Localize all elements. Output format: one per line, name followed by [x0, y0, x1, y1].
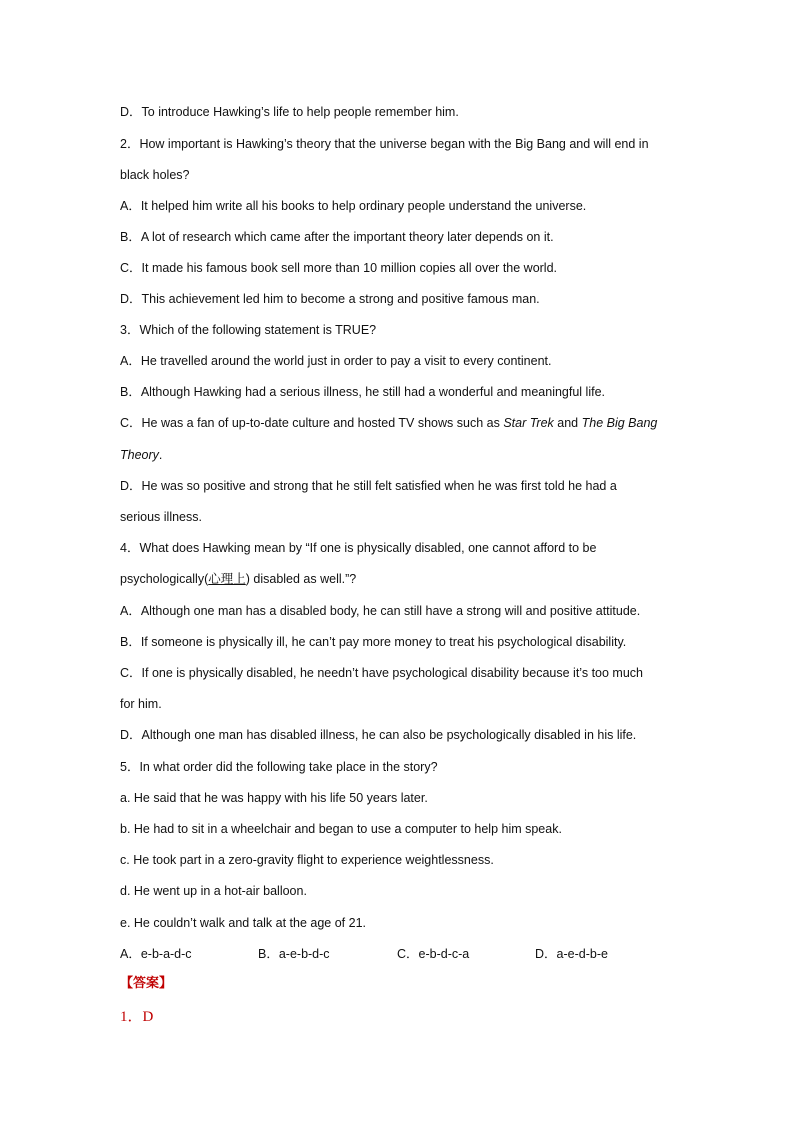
title-star-trek: Star Trek: [503, 416, 554, 430]
q5-item-e: e. He couldn’t walk and talk at the age of 21.: [120, 916, 366, 930]
q4-stem-line-2: [120, 571, 356, 587]
q5-stem: 5．In what order did the following take place in the story?: [120, 760, 438, 774]
q2-option-a: A．It helped him write all his books to help ordinary people understand the universe.: [120, 199, 587, 213]
title-big-bang-part-1: The Big Bang: [581, 416, 658, 430]
q5-options-row: [120, 946, 680, 962]
q5-item-d: d. He went up in a hot-air balloon.: [120, 884, 307, 898]
q5-option-a: A．e-b-a-d-c: [120, 947, 192, 961]
q3-option-b: B．Although Hawking had a serious illness, he still had a wonderful and meaningful life.: [120, 385, 606, 399]
q5-item-b: b. He had to sit in a wheelchair and began to use a computer to help him speak.: [120, 822, 562, 836]
q5-item-c: c. He took part in a zero-gravity flight to experience weightlessness.: [120, 853, 494, 867]
q4-stem-pre: psychologically(: [120, 572, 209, 586]
q3-option-a: A．He travelled around the world just in order to pay a visit to every continent.: [120, 354, 552, 368]
q2-stem-line-2: black holes?: [120, 168, 190, 182]
q5-option-c: C．e-b-d-c-a: [397, 947, 470, 961]
q4-stem-post: ) disabled as well.”?: [245, 572, 357, 586]
answer-heading: 【答案】: [120, 976, 173, 991]
q3-option-c-period: .: [158, 448, 163, 462]
q3-option-d-line-2: serious illness.: [120, 510, 202, 524]
q3-option-c-line-1: [120, 415, 657, 431]
q2-option-c: C．It made his famous book sell more than 10 million copies all over the world.: [120, 261, 558, 275]
answer-1: 1．D: [120, 1009, 154, 1025]
q2-option-d: D．This achievement led him to become a strong and positive famous man.: [120, 292, 540, 306]
q4-stem-line-1: 4．What does Hawking mean by “If one is physically disabled, one cannot afford to be: [120, 541, 597, 555]
q3-option-c-and: and: [553, 416, 582, 430]
q3-option-c-line-2: [120, 447, 162, 463]
q4-option-b: B．If someone is physically ill, he can’t pay more money to treat his psychological disability.: [120, 635, 627, 649]
q3-option-c-text: C．He was a fan of up-to-date culture and hosted TV shows such as: [120, 416, 504, 430]
q3-option-d-line-1: D．He was so positive and strong that he still felt satisfied when he was first told he had a: [120, 479, 617, 493]
q5-item-a: a. He said that he was happy with his life 50 years later.: [120, 791, 428, 805]
q1-option-d: D．To introduce Hawking’s life to help people remember him.: [120, 105, 459, 119]
q3-stem: 3．Which of the following statement is TRUE?: [120, 323, 377, 337]
title-big-bang-part-2: Theory: [120, 448, 159, 462]
q2-option-b: B．A lot of research which came after the important theory later depends on it.: [120, 230, 554, 244]
q4-option-c-line-1: C．If one is physically disabled, he needn’t have psychological disability because it’s too much: [120, 666, 643, 680]
q4-option-a: A．Although one man has a disabled body, he can still have a strong will and positive attitude.: [120, 604, 641, 618]
q5-option-d: D．a-e-d-b-e: [535, 947, 608, 961]
chinese-gloss: 心理上: [208, 571, 246, 586]
q2-stem-line-1: 2．How important is Hawking’s theory that the universe began with the Big Bang and will end in: [120, 137, 649, 151]
q4-option-c-line-2: for him.: [120, 697, 162, 711]
q4-option-d: D．Although one man has disabled illness, he can also be psychologically disabled in his life.: [120, 728, 637, 742]
q5-option-b: B．a-e-b-d-c: [258, 947, 330, 961]
